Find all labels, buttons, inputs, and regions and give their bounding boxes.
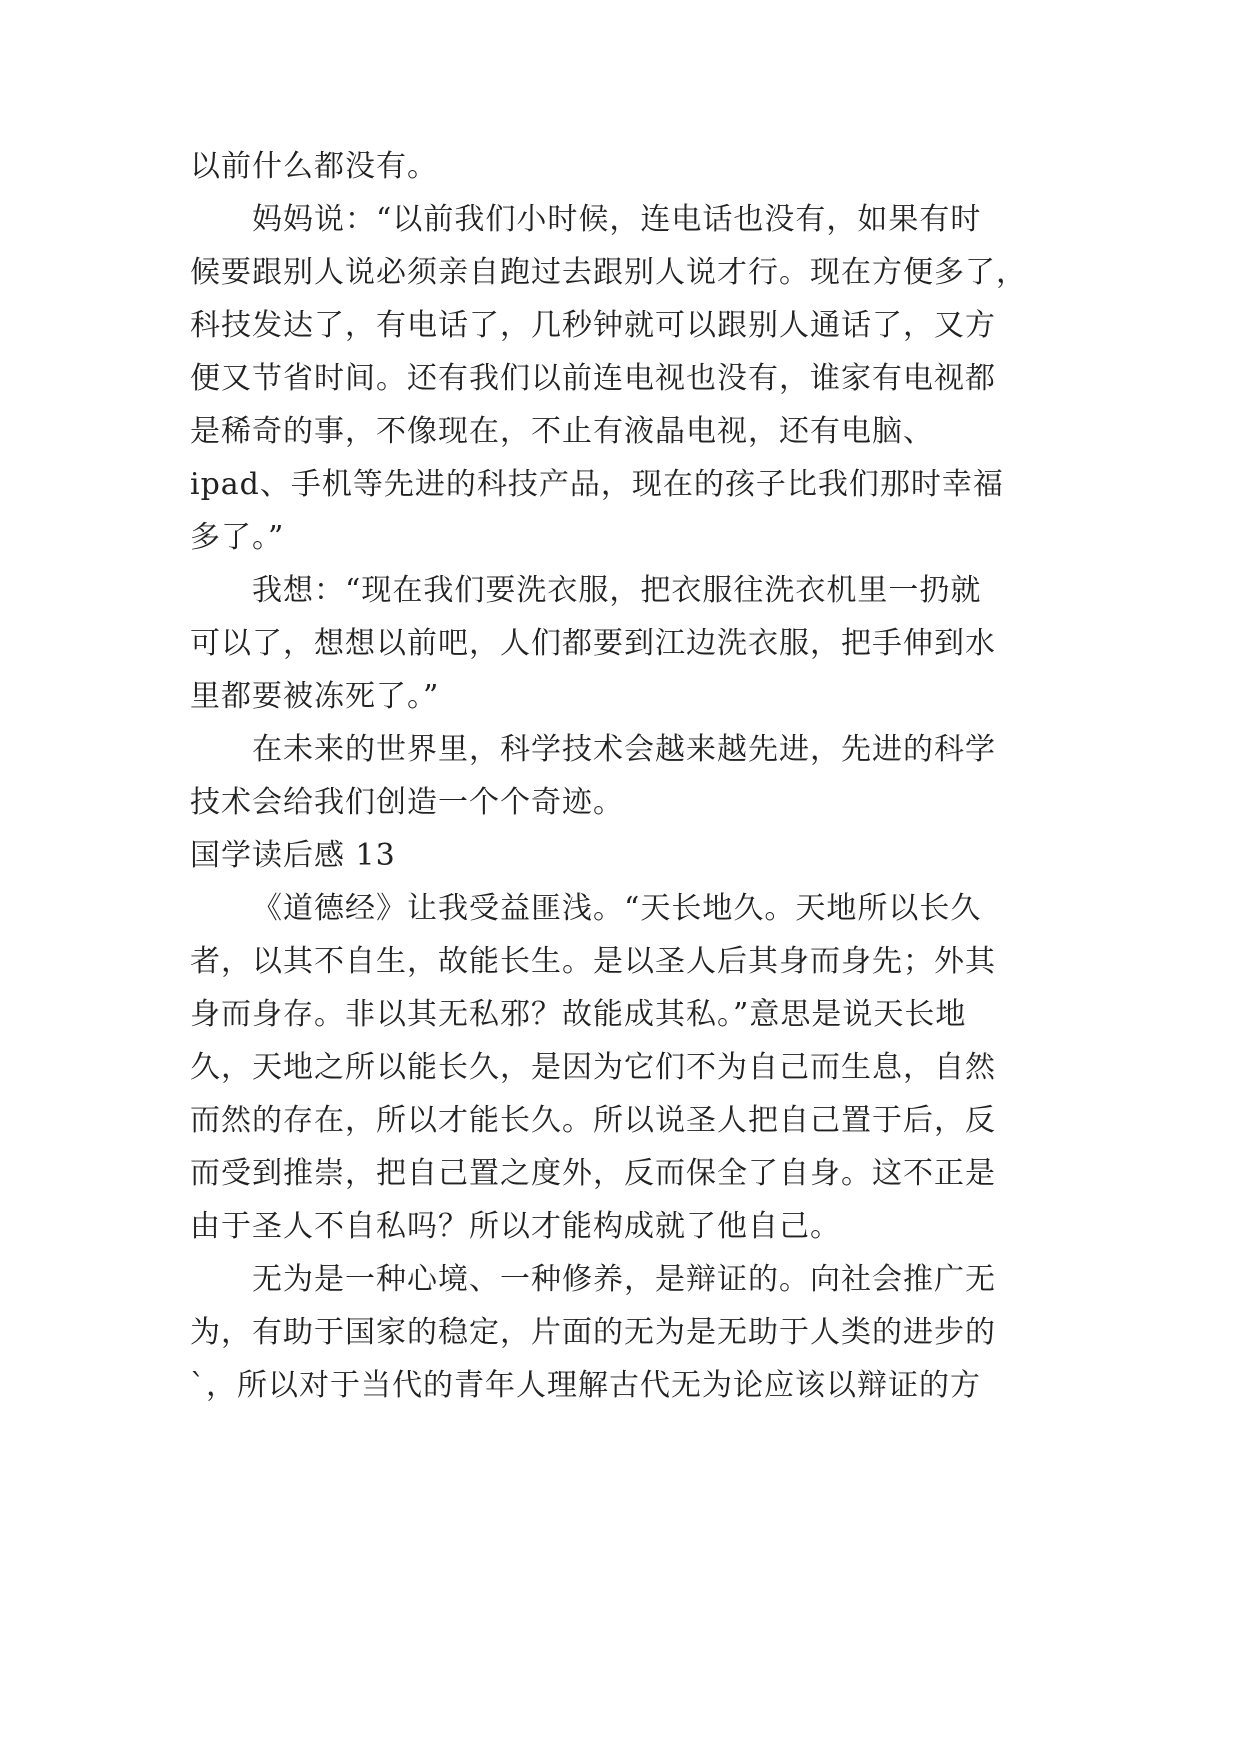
text-line: 我想：“现在我们要洗衣服，把衣服往洗衣机里一扔就 (252, 573, 982, 608)
text-line: 为，有助于国家的稳定，片面的无为是无助于人类的进步的 (190, 1315, 996, 1350)
text-line: 而受到推崇，把自己置之度外，反而保全了自身。这不正是 (190, 1156, 996, 1191)
text-line: 便又节省时间。还有我们以前连电视也没有，谁家有电视都 (190, 361, 996, 396)
section-heading: 国学读后感 13 (190, 838, 396, 873)
text-line: 是稀奇的事，不像现在，不止有液晶电视，还有电脑、 (190, 414, 934, 449)
text-line: 者，以其不自生，故能长生。是以圣人后其身而身先；外其 (190, 944, 996, 979)
text-line: 科技发达了，有电话了，几秒钟就可以跟别人通话了，又方 (190, 308, 996, 343)
text-line: 可以了，想想以前吧，人们都要到江边洗衣服，把手伸到水 (190, 626, 996, 661)
text-line: 久，天地之所以能长久，是因为它们不为自己而生息，自然 (190, 1050, 996, 1085)
text-line: 无为是一种心境、一种修养，是辩证的。向社会推广无 (252, 1262, 996, 1297)
text-line: 多了。” (190, 520, 285, 555)
text-line: 在未来的世界里，科学技术会越来越先进，先进的科学 (252, 732, 996, 767)
text-line: 候要跟别人说必须亲自跑过去跟别人说才行。现在方便多了， (190, 255, 1027, 290)
text-line: 由于圣人不自私吗？所以才能构成就了他自己。 (190, 1209, 841, 1244)
text-line: 以前什么都没有。 (190, 149, 438, 184)
text-line: ipad、手机等先进的科技产品，现在的孩子比我们那时幸福 (190, 467, 1004, 502)
text-line: 里都要被冻死了。” (190, 679, 440, 714)
text-line: `，所以对于当代的青年人理解古代无为论应该以辩证的方 (190, 1368, 981, 1403)
text-line: 技术会给我们创造一个个奇迹。 (190, 785, 624, 820)
text-line: 《道德经》让我受益匪浅。“天长地久。天地所以长久 (252, 891, 982, 926)
text-line: 妈妈说：“以前我们小时候，连电话也没有，如果有时 (252, 202, 982, 237)
text-line: 而然的存在，所以才能长久。所以说圣人把自己置于后，反 (190, 1103, 996, 1138)
text-line: 身而身存。非以其无私邪？故能成其私。”意思是说天长地 (190, 997, 967, 1032)
